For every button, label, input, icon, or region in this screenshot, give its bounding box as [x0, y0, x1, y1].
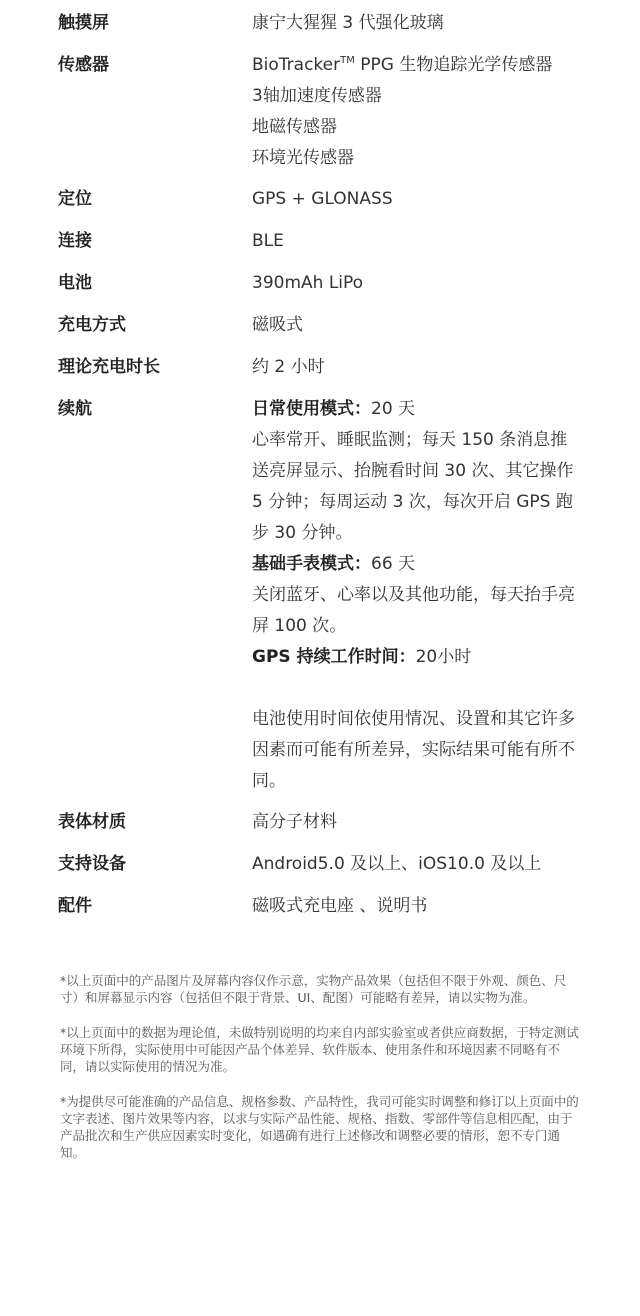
basic-mode-line — [252, 549, 612, 580]
spec-row-charging-time — [0, 352, 640, 383]
battery-life-note: 电池使用时间依使用情况、设置和其它许多因素而可能有所差异，实际结果可能有所不同。 — [252, 709, 575, 791]
spec-label: 连接 — [58, 231, 92, 251]
disclaimer-note: *以上页面中的数据为理论值，未做特别说明的均来自内部实验室或者供应商数据，于特定测试环境下所得，实际使用中可能因产品个体差异、软件版本、使用条件和环境因素不同略有不同，请以实际使用的情况为准。 — [60, 1025, 579, 1074]
spec-label: 触摸屏 — [58, 13, 109, 33]
spec-value — [252, 310, 612, 341]
spec-value — [252, 807, 612, 838]
spec-row-battery-life — [0, 394, 640, 797]
spec-label: 配件 — [58, 896, 92, 916]
ppg-sensor-text: PPG 生物追踪光学传感器 — [354, 55, 553, 75]
spec-label: 电池 — [58, 273, 92, 293]
basic-mode-title: 基础手表模式： — [252, 554, 371, 574]
spec-row-charging-method — [0, 310, 640, 341]
spec-row-location — [0, 184, 640, 215]
spec-value-line: GPS + GLONASS — [252, 189, 393, 209]
spec-value-line: 390mAh LiPo — [252, 273, 364, 293]
spec-row-connectivity — [0, 226, 640, 257]
spec-value — [252, 8, 612, 39]
spec-value-line: BLE — [252, 231, 284, 251]
spec-value — [252, 352, 612, 383]
spec-row-sensors — [0, 50, 640, 174]
daily-mode-description: 心率常开、睡眠监测；每天 150 条消息推送亮屏显示、抬腕看时间 30 次、其它操作 5 分钟；每周运动 3 次，每次开启 GPS 跑步 30 分钟。 — [252, 430, 574, 543]
spec-value — [252, 226, 612, 257]
spec-value-line: 约 2 小时 — [252, 357, 325, 377]
spec-label: 表体材质 — [58, 812, 126, 832]
spec-value — [252, 50, 612, 174]
gps-mode-value: 20小时 — [415, 647, 472, 667]
spec-label: 传感器 — [58, 55, 109, 75]
spec-value-line: Android5.0 及以上、iOS10.0 及以上 — [252, 854, 542, 874]
spec-value-line: 地磁传感器 — [252, 117, 337, 137]
spec-table — [0, 8, 640, 922]
spec-row-battery — [0, 268, 640, 299]
basic-mode-description: 关闭蓝牙、心率以及其他功能，每天抬手亮屏 100 次。 — [252, 585, 575, 636]
daily-mode-title: 日常使用模式： — [252, 399, 371, 419]
trademark-mark: TM — [340, 55, 355, 66]
spec-value — [252, 891, 612, 922]
disclaimer-note: *以上页面中的产品图片及屏幕内容仅作示意，实物产品效果（包括但不限于外观、颜色、尺寸）和屏幕显示内容（包括但不限于背景、UI、配图）可能略有差异，请以实物为准。 — [60, 973, 567, 1005]
spec-row-touchscreen — [0, 8, 640, 39]
spec-value-line: 3轴加速度传感器 — [252, 86, 382, 106]
daily-mode-line — [252, 394, 612, 425]
spec-label: 充电方式 — [58, 315, 126, 335]
basic-mode-value: 66 天 — [371, 554, 416, 574]
spec-value — [252, 268, 612, 299]
disclaimer-notes — [60, 972, 580, 1179]
spec-value-line: 磁吸式 — [252, 315, 303, 335]
spec-row-supported-devices — [0, 849, 640, 880]
spec-value-line — [252, 50, 612, 81]
spec-label: 定位 — [58, 189, 92, 209]
spec-label: 理论充电时长 — [58, 357, 160, 377]
spec-value-line: 磁吸式充电座 、说明书 — [252, 896, 428, 916]
spec-value — [252, 849, 612, 880]
spec-value-line: 康宁大猩猩 3 代强化玻璃 — [252, 13, 444, 33]
spec-label: 支持设备 — [58, 854, 126, 874]
disclaimer-note: *为提供尽可能准确的产品信息、规格参数、产品特性，我司可能实时调整和修订以上页面中的文字表述、图片效果等内容，以求与实际产品性能、规格、指数、零部件等信息相匹配，由于产品批次和生产供应因素实时变化，如遇确有进行上述修改和调整必要的情形，恕不专门通知。 — [60, 1094, 579, 1160]
biotracker-text: BioTracker — [252, 55, 341, 75]
spec-value-line: 环境光传感器 — [252, 148, 354, 168]
spec-value-line: 高分子材料 — [252, 812, 337, 832]
spec-label: 续航 — [58, 399, 92, 419]
gps-mode-line — [252, 642, 612, 673]
spec-value — [252, 394, 612, 797]
spec-row-accessories — [0, 891, 640, 922]
spec-value — [252, 184, 612, 215]
daily-mode-value: 20 天 — [371, 399, 416, 419]
spec-row-material — [0, 807, 640, 838]
spacer — [252, 673, 612, 704]
gps-mode-title: GPS 持续工作时间： — [252, 647, 416, 667]
